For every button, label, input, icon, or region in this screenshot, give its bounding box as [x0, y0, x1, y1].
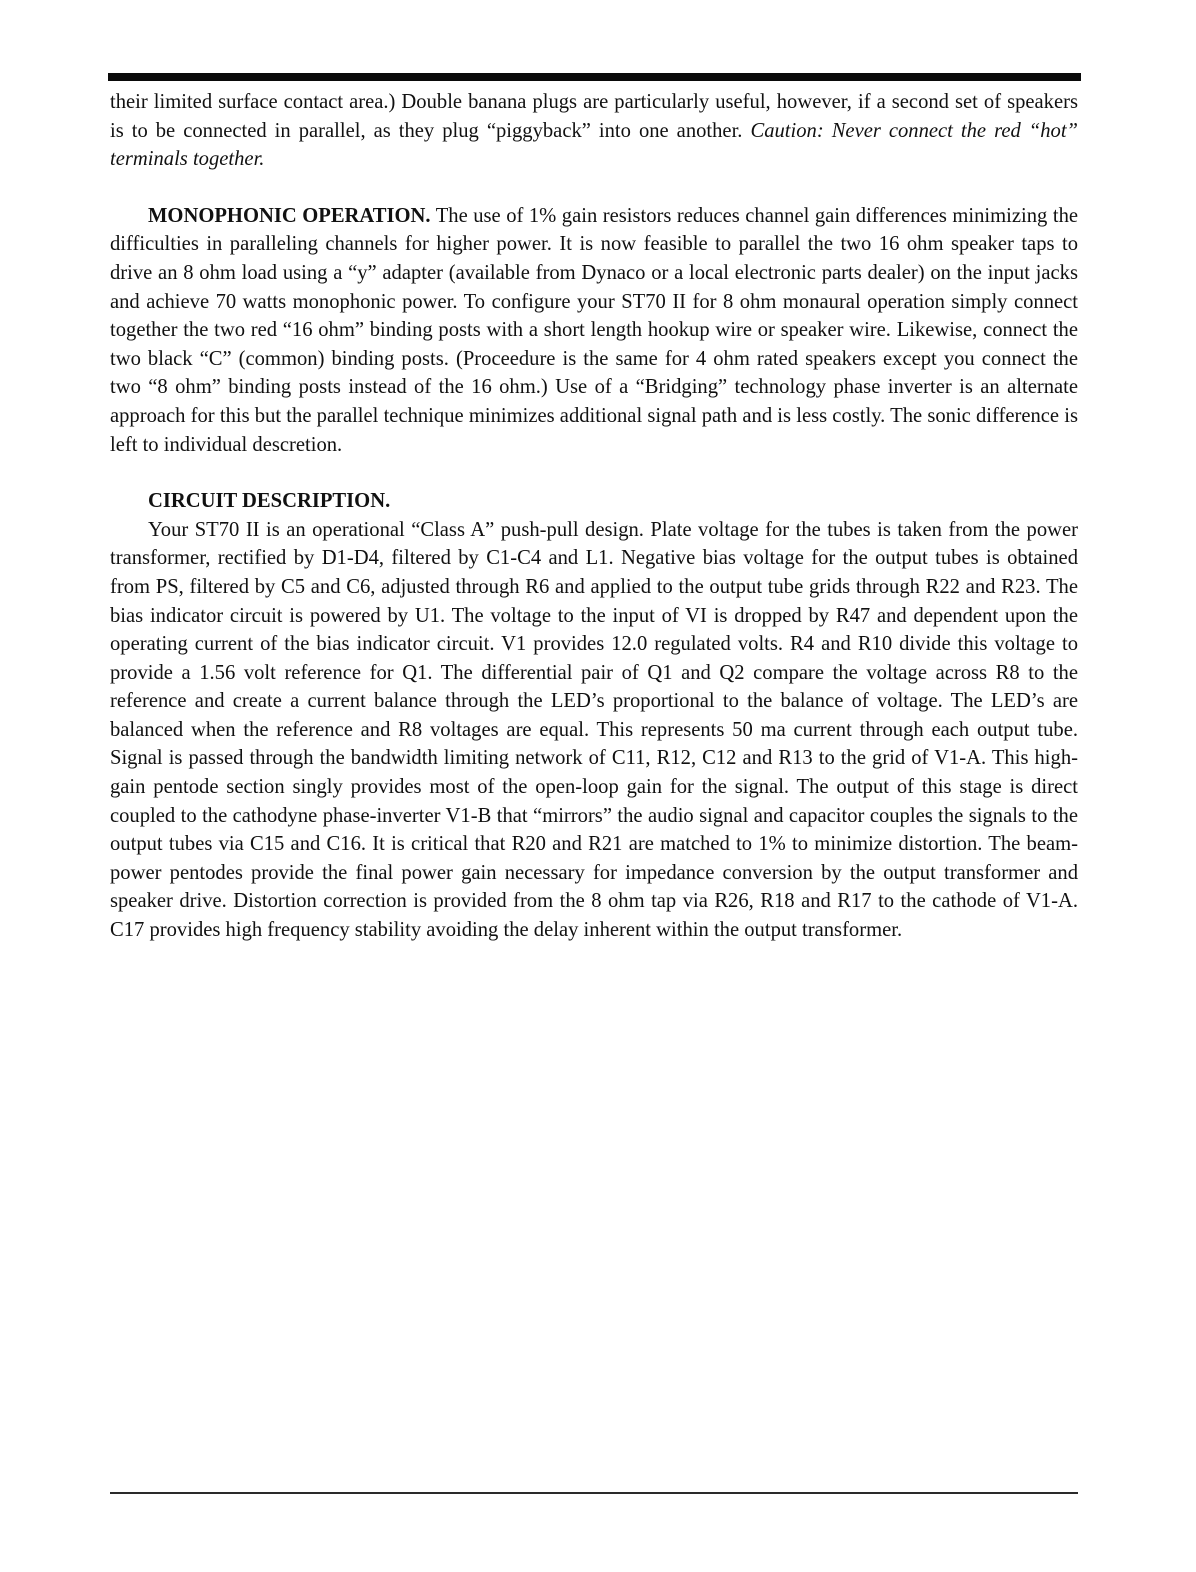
caution-note: Caution: Never connect the red “hot” terminals together. — [110, 119, 1078, 171]
paragraph-speaker-plugs — [110, 88, 1078, 174]
paragraph-speaker-plugs-text: their limited surface contact area.) Double banana plugs are particularly useful, however, if a second set of speakers is to be connected in parallel, as they plug “piggyback” into one another. — [110, 91, 1078, 142]
top-rule — [108, 73, 1081, 81]
paragraph-circuit-description — [110, 516, 1078, 945]
paragraph-circuit-text: Your ST70 II is an operational “Class A” push-pull design. Plate voltage for the tubes is taken from the power transformer, rectified by D1-D4, filtered by C1-C4 and L1. Negative bias voltage for the output tubes is obtained from PS, filtered by C5 and C6, adjusted through R6 and applied to the output tube grids through R22 and R23. The bias indicator circuit is powered by U1. The voltage to the input of VI is dropped by R47 and dependent upon the operating current of the bias indicator circuit. V1 provides 12.0 regulated volts. R4 and R10 divide this voltage to provide a 1.56 volt reference for Q1. The differential pair of Q1 and Q2 compare the voltage across R8 to the reference and create a current balance through the LED’s proportional to the balance of voltage. The LED’s are balanced when the reference and R8 voltages are equal. This represents 50 ma current through each output tube. Signal is passed through the bandwidth limiting network of C11, R12, C12 and R13 to the grid of V1-A. This high-gain pentode section singly provides most of the open-loop gain for the signal. The output of this stage is direct coupled to the cathodyne phase-inverter V1-B that “mirrors” the audio signal and capacitor couples the signals to the output tubes via C15 and C16. It is critical that R20 and R21 are matched to 1% to minimize distortion. The beam-power pentodes provide the final power gain necessary for impedance conversion by the output transformer and speaker drive. Distortion correction is provided from the 8 ohm tap via R26, R18 and R17 to the cathode of V1-A. C17 provides high frequency stability avoiding the delay inherent within the output transformer. — [110, 518, 1078, 942]
paragraph-monophonic-text: The use of 1% gain resistors reduces channel gain differences minimizing the difficulties in paralleling channels for higher power. It is now feasible to parallel the two 16 ohm speaker taps to drive an 8 ohm load using a “y” adapter (available from Dynaco or a local electronic parts dealer) on the input jacks and achieve 70 watts monophonic power. To configure your ST70 II for 8 ohm monaural operation simply connect together the two red “16 ohm” binding posts with a short length hookup wire or speaker wire. Likewise, connect the two black “C” (common) binding posts. (Proceedure is the same for 4 ohm rated speakers except you connect the two “8 ohm” binding posts instead of the 16 ohm.) Use of a “Bridging” technology phase inverter is an alternate approach for this but the parallel technique minimizes additional signal path and is less costly. The sonic difference is left to individual descretion. — [110, 204, 1079, 456]
section-heading-circuit: CIRCUIT DESCRIPTION. — [148, 490, 391, 513]
section-heading-circuit-line — [110, 487, 1078, 516]
section-heading-monophonic: MONOPHONIC OPERATION. — [148, 204, 431, 227]
paragraph-gap — [110, 174, 1078, 202]
paragraph-gap — [110, 459, 1078, 487]
paragraph-monophonic — [110, 202, 1078, 459]
bottom-rule — [110, 1492, 1078, 1494]
document-body — [110, 88, 1078, 945]
